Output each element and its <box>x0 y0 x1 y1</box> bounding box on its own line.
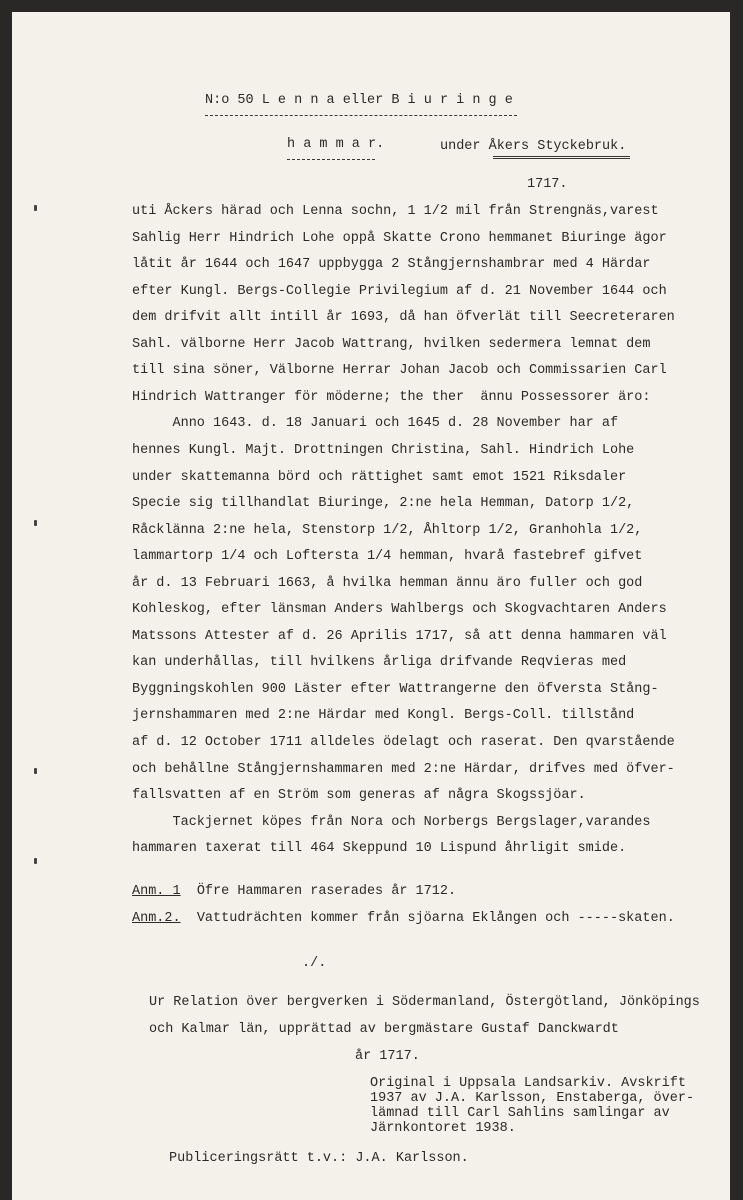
body-line: år d. 13 Februari 1663, å hvilka hemman ännu äro fuller och god <box>132 575 643 591</box>
source-line-1: Ur Relation över bergverken i Södermanland, Östergötland, Jönköpings <box>149 995 700 1010</box>
body-line: jernshammaren med 2:ne Härdar med Kongl. Bergs-Coll. tillstånd <box>132 708 635 724</box>
body-line: Matssons Attester af d. 26 Aprilis 1717, så att denna hammaren väl <box>132 628 667 644</box>
note-1-label: Anm. 1 <box>132 884 181 899</box>
footer-rights: Publiceringsrätt t.v.: J.A. Karlsson. <box>169 1151 469 1166</box>
note-2 <box>132 911 675 927</box>
body-line: hennes Kungl. Majt. Drottningen Christina, Sahl. Hindrich Lohe <box>132 442 635 458</box>
body-line: Tackjernet köpes från Nora och Norbergs Bergslager,varandes <box>132 814 651 830</box>
original-line-1: Original i Uppsala Landsarkiv. Avskrift <box>370 1076 686 1091</box>
body-line: Kohleskog, efter länsman Anders Wahlbergs och Skogvachtaren Anders <box>132 602 667 618</box>
body-line: låtit år 1644 och 1647 uppbygga 2 Stångjernshambrar med 4 Härdar <box>132 257 651 273</box>
body-line: uti Åckers härad och Lenna sochn, 1 1/2 mil från Strengnäs,varest <box>132 204 659 219</box>
under-double-underline <box>493 156 630 159</box>
body-line: Anno 1643. d. 18 Januari och 1645 d. 28 November har af <box>132 416 619 432</box>
body-line: kan underhållas, till hvilkens årliga drifvande Reqvieras med <box>132 655 627 671</box>
body-line: Sahlig Herr Hindrich Lohe oppå Skatte Crono hemmanet Biuringe ägor <box>132 230 667 246</box>
original-line-3: lämnad till Carl Sahlins samlingar av <box>370 1106 670 1121</box>
body-line: och behållne Stångjernshammaren med 2:ne Härdar, drifves med öfver- <box>132 761 675 777</box>
source-line-3: år 1717. <box>355 1049 420 1064</box>
body-line: under skattemanna börd och rättighet samt emot 1521 Riksdaler <box>132 469 627 485</box>
hammar-underline <box>287 159 375 160</box>
body-line: Sahl. välborne Herr Jacob Wattrang, hvilken sedermera lemnat dem <box>132 336 651 352</box>
body-line: Råcklänna 2:ne hela, Stenstorp 1/2, Åhltorp 1/2, Granhohla 1/2, <box>132 522 643 538</box>
note-2-label: Anm.2. <box>132 911 181 926</box>
separator: ./. <box>302 956 327 971</box>
source-line-2: och Kalmar län, upprättad av bergmästare Gustaf Danckwardt <box>149 1022 619 1037</box>
note-1-text: Öfre Hammaren raserades år 1712. <box>196 884 457 899</box>
note-2-text: Vattudrächten kommer från sjöarna Eklången och -----skaten. <box>196 911 675 926</box>
original-line-2: 1937 av J.A. Karlsson, Enstaberga, över- <box>370 1091 695 1106</box>
title-underline <box>205 115 517 116</box>
body-line: Specie sig tillhandlat Biuringe, 2:ne hela Hemman, Datorp 1/2, <box>132 496 635 512</box>
margin-mark <box>34 768 37 774</box>
body-line: hammaren taxerat till 464 Skeppund 10 Lispund åhrligit smide. <box>132 841 627 857</box>
original-line-4: Järnkontoret 1938. <box>370 1121 516 1136</box>
under-heading: under Åkers Styckebruk. <box>440 139 627 154</box>
body-line: till sina söner, Välborne Herrar Johan Jacob och Commissarien Carl <box>132 363 667 379</box>
margin-mark <box>34 205 37 211</box>
margin-mark <box>34 858 37 864</box>
document-page <box>12 12 730 1200</box>
body-line: af d. 12 October 1711 alldeles ödelagt och raserat. Den qvarstående <box>132 735 675 750</box>
note-1 <box>132 884 456 900</box>
hammar-heading: h a m m a r. <box>287 137 385 152</box>
body-line: Hindrich Wattranger för möderne; the ther ännu Possessorer äro: <box>132 389 651 405</box>
body-line: fallsvatten af en Ström som generas af några Skogssjöar. <box>132 788 586 804</box>
body-line: lammartorp 1/4 och Loftersta 1/4 hemman, hvarå fastebref gifvet <box>132 549 643 565</box>
body-line: dem drifvit allt intill år 1693, då han öfverlät till Seecreteraren <box>132 310 675 326</box>
margin-mark <box>34 520 37 526</box>
document-title: N:o 50 L e n n a eller B i u r i n g e <box>205 93 513 108</box>
body-line: Byggningskohlen 900 Läster efter Wattrangerne den öfversta Stång- <box>132 681 659 697</box>
year-heading: 1717. <box>527 177 568 192</box>
body-line: efter Kungl. Bergs-Collegie Privilegium af d. 21 November 1644 och <box>132 283 667 299</box>
